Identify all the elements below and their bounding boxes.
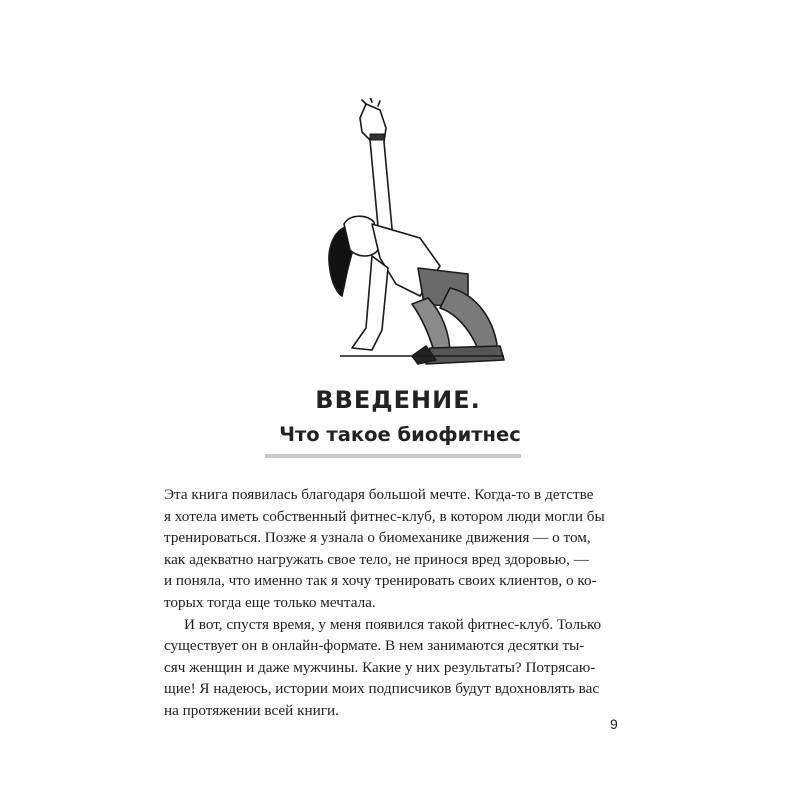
chapter-subtitle: Что такое биофитнес bbox=[279, 423, 521, 446]
text-line: Эта книга появилась благодаря большой мечте. Когда-то в детстве bbox=[164, 486, 594, 503]
chapter-title: ВВЕДЕНИЕ. bbox=[315, 386, 481, 414]
heading-divider bbox=[265, 454, 521, 458]
body-text bbox=[164, 484, 624, 722]
text-line: существует он в онлайн-формате. В нем занимаются десятки ты- bbox=[164, 637, 585, 655]
page-number: 9 bbox=[610, 716, 618, 732]
text-line: сяч женщин и даже мужчины. Какие у них результаты? Потрясаю- bbox=[164, 658, 596, 676]
text-line: тренироваться. Позже я узнала о биомеханике движения — о том, bbox=[164, 529, 591, 547]
yoga-pose-illustration-icon bbox=[300, 98, 510, 370]
text-line: я хотела иметь собственный фитнес-клуб, в котором люди могли бы bbox=[164, 507, 605, 525]
paragraph-1 bbox=[164, 484, 624, 614]
paragraph-2 bbox=[164, 614, 624, 722]
text-line: щие! Я надеюсь, истории моих подписчиков будут вдохновлять вас bbox=[164, 680, 600, 698]
text-line: торых тогда еще только мечтала. bbox=[164, 593, 376, 611]
chapter-heading bbox=[0, 384, 800, 452]
text-line: И вот, спустя время, у меня появился такой фитнес-клуб. Только bbox=[184, 615, 602, 633]
text-line: и поняла, что именно так я хочу тренировать своих клиентов, о ко- bbox=[164, 572, 597, 590]
text-line: на протяжении всей книги. bbox=[164, 701, 339, 719]
text-line: как адекватно нагружать свое тело, не принося вред здоровью, — bbox=[164, 550, 589, 568]
